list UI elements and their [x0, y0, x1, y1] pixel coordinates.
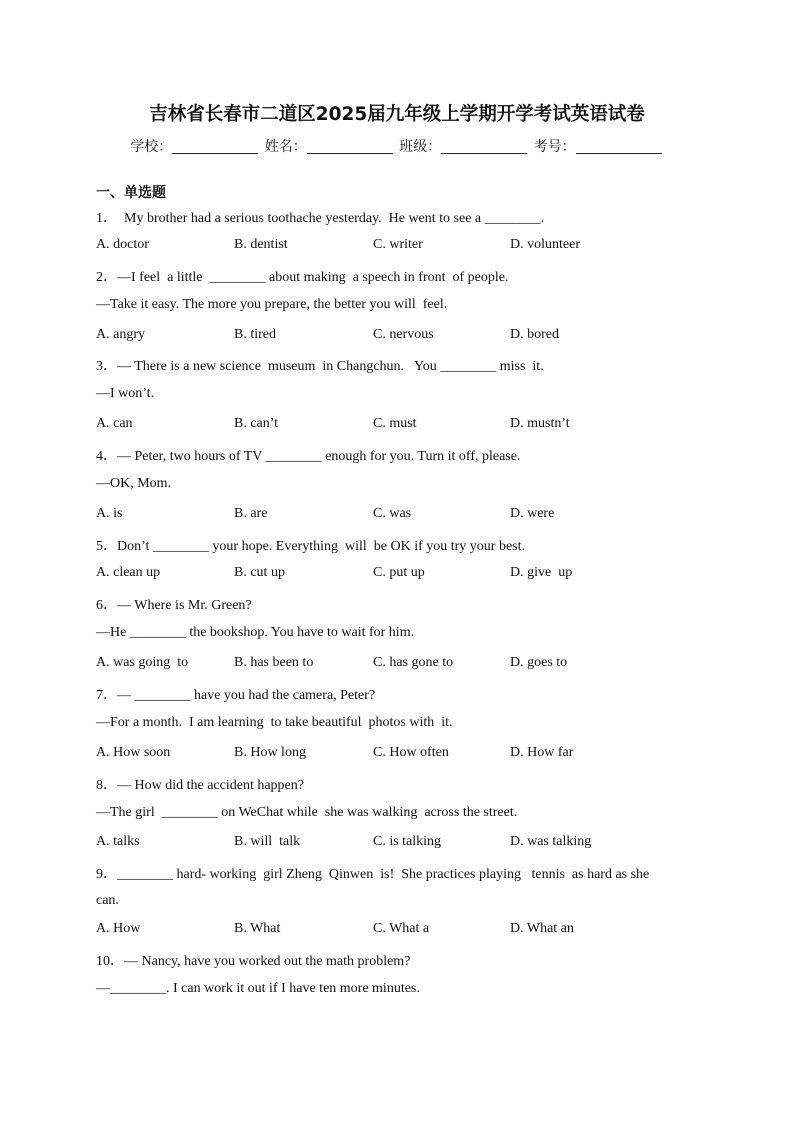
question-8-option-c[interactable]: C. is talking [373, 834, 442, 849]
question-9-option-a[interactable]: A. How [96, 921, 141, 936]
question-8-stem: 8．— How did the accident happen? [96, 778, 304, 793]
question-6-reply: —He ________ the bookshop. You have to wait for him. [96, 625, 415, 640]
question-7-option-d[interactable]: D. How far [510, 745, 574, 760]
question-3-reply: —I won’t. [96, 386, 155, 401]
question-1-option-c[interactable]: C. writer [373, 237, 423, 252]
question-8-reply: —The girl ________ on WeChat while she was walking across the street. [96, 805, 518, 820]
question-9-continuation: can. [96, 893, 119, 908]
page-title: 吉林省长春市二道区2025届九年级上学期开学考试英语试卷 [149, 104, 645, 125]
question-7-option-a[interactable]: A. How soon [96, 745, 171, 760]
question-1-option-b[interactable]: B. dentist [234, 237, 288, 252]
exam-number-label: 考号： [533, 139, 576, 155]
question-2-option-a[interactable]: A. angry [96, 327, 145, 342]
student-info-row [0, 136, 794, 156]
question-6-stem: 6．— Where is Mr. Green? [96, 598, 252, 613]
question-9-option-c[interactable]: C. What a [373, 921, 430, 936]
question-4-stem: 4．— Peter, two hours of TV ________ enough for you. Turn it off, please. [96, 449, 521, 464]
school-label: 学校： [130, 139, 173, 155]
question-3-option-d[interactable]: D. mustn’t [510, 416, 570, 431]
question-4-option-a[interactable]: A. is [96, 506, 123, 521]
question-9-option-d[interactable]: D. What an [510, 921, 574, 936]
question-7-option-b[interactable]: B. How long [234, 745, 306, 760]
question-6-option-a[interactable]: A. was going to [96, 655, 189, 670]
question-7-reply: —For a month. I am learning to take beautiful photos with it. [96, 715, 453, 730]
question-10-reply: —________. I can work it out if I have ten more minutes. [96, 981, 420, 996]
question-5-option-c[interactable]: C. put up [373, 565, 425, 580]
question-9-option-b[interactable]: B. What [234, 921, 281, 936]
question-6-option-b[interactable]: B. has been to [234, 655, 314, 670]
question-5-stem: 5．Don’t ________ your hope. Everything will be OK if you try your best. [96, 539, 526, 554]
question-8-option-b[interactable]: B. will talk [234, 834, 301, 849]
class-blank[interactable] [441, 139, 527, 154]
question-6-option-d[interactable]: D. goes to [510, 655, 568, 670]
class-label: 班级： [399, 139, 442, 155]
question-3-option-b[interactable]: B. can’t [234, 416, 279, 431]
school-blank[interactable] [172, 139, 258, 154]
question-5-option-a[interactable]: A. clean up [96, 565, 161, 580]
question-3-option-c[interactable]: C. must [373, 416, 417, 431]
question-1-option-a[interactable]: A. doctor [96, 237, 149, 252]
question-3-option-a[interactable]: A. can [96, 416, 133, 431]
question-5-option-d[interactable]: D. give up [510, 565, 573, 580]
question-4-option-c[interactable]: C. was [373, 506, 412, 521]
question-4-option-b[interactable]: B. are [234, 506, 268, 521]
question-1-option-d[interactable]: D. volunteer [510, 237, 580, 252]
name-blank[interactable] [307, 139, 393, 154]
question-3-stem: 3．— There is a new science museum in Changchun. You ________ miss it. [96, 359, 544, 374]
question-2-option-d[interactable]: D. bored [510, 327, 559, 342]
exam-number-blank[interactable] [576, 139, 662, 154]
question-10-stem: 10．— Nancy, have you worked out the math problem? [96, 954, 411, 969]
question-2-option-b[interactable]: B. tired [234, 327, 276, 342]
question-7-stem: 7．— ________ have you had the camera, Peter? [96, 688, 376, 703]
question-2-option-c[interactable]: C. nervous [373, 327, 434, 342]
question-4-reply: —OK, Mom. [96, 476, 172, 491]
question-7-option-c[interactable]: C. How often [373, 745, 449, 760]
section-heading: 一、单选题 [96, 185, 166, 201]
question-8-option-a[interactable]: A. talks [96, 834, 140, 849]
question-1-stem: 1． My brother had a serious toothache yesterday. He went to see a ________. [96, 211, 545, 226]
question-6-option-c[interactable]: C. has gone to [373, 655, 454, 670]
name-label: 姓名： [264, 139, 307, 155]
question-2-reply: —Take it easy. The more you prepare, the better you will feel. [96, 297, 448, 312]
question-2-stem: 2．—I feel a little ________ about making a speech in front of people. [96, 270, 509, 285]
question-5-option-b[interactable]: B. cut up [234, 565, 285, 580]
question-9-stem: 9．________ hard- working girl Zheng Qinwen is! She practices playing tennis as hard as she [96, 867, 650, 882]
question-8-option-d[interactable]: D. was talking [510, 834, 592, 849]
question-4-option-d[interactable]: D. were [510, 506, 555, 521]
